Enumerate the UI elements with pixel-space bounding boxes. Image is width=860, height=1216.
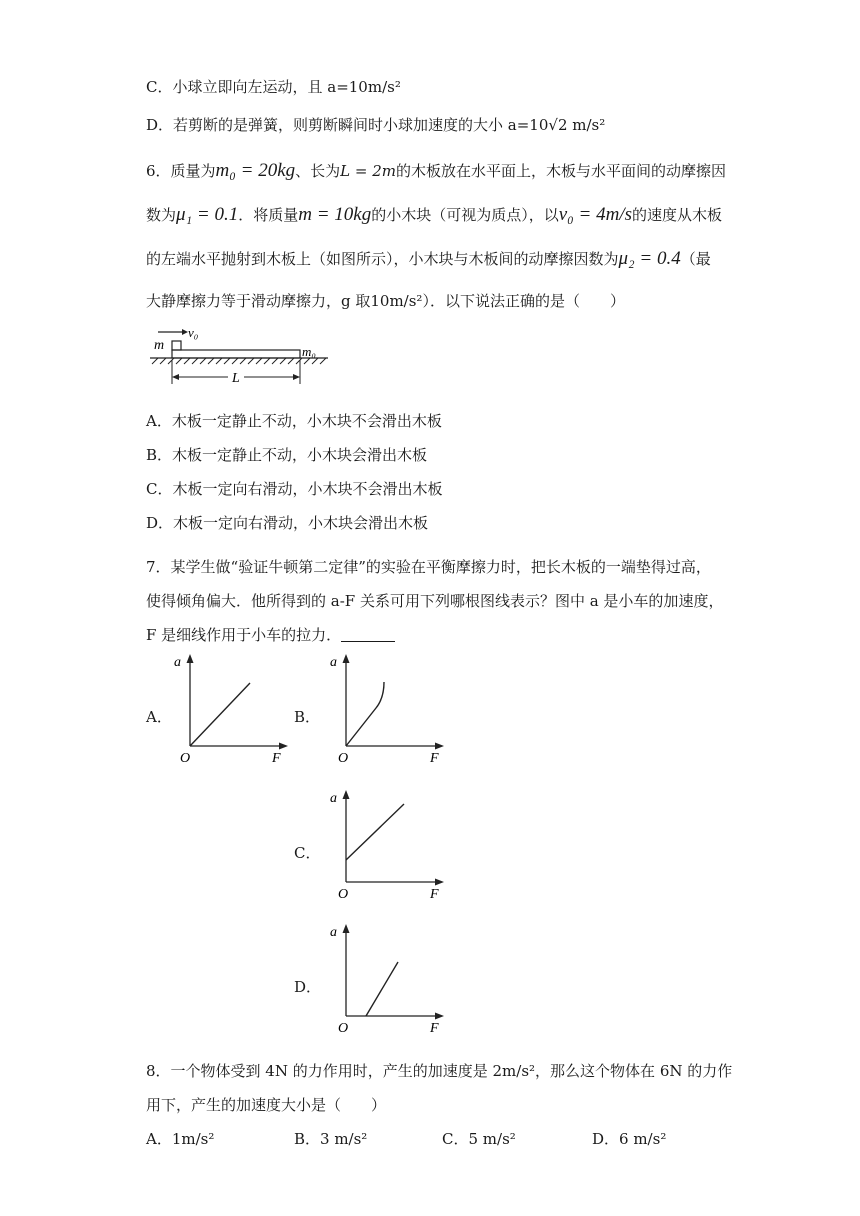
svg-text:F: F	[272, 751, 281, 766]
q6-text: 的速度从木板	[632, 206, 723, 224]
q8-option-c: C．5 m/s²	[442, 1130, 516, 1148]
q6-line-4: 大静摩擦力等于滑动摩擦力，g 取10m/s²）．以下说法正确的是（ ）	[146, 292, 625, 310]
q5-option-d: D．若剪断的是弹簧，则剪断瞬间时小球加速度的大小 a=10√2 m/s²	[146, 116, 606, 134]
q6-text: 6．质量为	[146, 162, 216, 180]
q8-line-2: 用下，产生的加速度大小是（ ）	[146, 1096, 387, 1114]
svg-text:a: a	[330, 925, 337, 940]
q7-option-b-label: B．	[294, 708, 321, 726]
q6-line-2	[146, 204, 722, 226]
q5-option-c: C．小球立即向左运动，且 a=10m/s²	[146, 78, 401, 96]
q6-option-d: D．木板一定向右滑动，小木块会滑出木板	[146, 514, 429, 532]
q7-option-c-label: C．	[294, 844, 321, 862]
small-block	[172, 341, 181, 350]
board-block-figure	[148, 324, 338, 394]
q6-text: 的左端水平抛射到木板上（如图所示），小木块与木板间的动摩擦因数为	[146, 250, 619, 268]
fig-label-v0: v₀	[188, 325, 199, 340]
q6-option-c: C．木板一定向右滑动，小木块不会滑出木板	[146, 480, 443, 498]
q8-line-1: 8．一个物体受到 4N 的力作用时，产生的加速度是 2m/s²，那么这个物体在 6N 的力作	[146, 1062, 733, 1080]
q6-text: 、长为	[295, 162, 341, 180]
q7-text: F 是细线作用于小车的拉力．	[146, 626, 342, 644]
svg-text:O: O	[338, 1021, 349, 1036]
q6-text: 的小木块（可视为质点），以	[371, 206, 559, 224]
q6-text: ．将质量	[238, 206, 299, 224]
svg-text:O: O	[338, 751, 349, 766]
q7-line-1: 7．某学生做“验证牛顿第二定律”的实验在平衡摩擦力时，把长木板的一端垫得过高，	[146, 558, 711, 576]
q7-option-d-label: D．	[294, 978, 322, 996]
q6-v0: v₀ = 4m/s	[558, 204, 633, 225]
q6-mu2: μ₂ = 0.4	[618, 248, 681, 269]
fig-label-m: m	[154, 338, 165, 353]
graph-b	[324, 650, 449, 768]
svg-text:a: a	[174, 655, 181, 670]
q7-line-2: 使得倾角偏大．他所得到的 a-F 关系可用下列哪根图线表示？图中 a 是小车的加速度，	[146, 592, 724, 610]
svg-text:F: F	[430, 751, 439, 766]
q7-option-a-label: A．	[146, 708, 172, 726]
q6-option-b: B．木板一定静止不动，小木块会滑出木板	[146, 446, 428, 464]
svg-text:O: O	[180, 751, 191, 766]
q6-m: m = 10kg	[298, 204, 372, 225]
q8-option-a: A．1m/s²	[146, 1130, 215, 1148]
fig-label-L: L	[232, 371, 240, 386]
q6-text: 数为	[146, 206, 177, 224]
svg-text:O: O	[338, 887, 349, 902]
svg-text:a: a	[330, 791, 337, 806]
q6-mu1: μ₁ = 0.1	[176, 204, 239, 225]
board	[172, 350, 300, 358]
q7-line-3	[146, 624, 395, 645]
q8-option-d: D．6 m/s²	[592, 1130, 667, 1148]
q6-line-3	[146, 248, 711, 270]
svg-text:a: a	[330, 655, 337, 670]
answer-blank	[341, 627, 395, 642]
q8-option-b: B．3 m/s²	[294, 1130, 368, 1148]
graph-a	[168, 650, 293, 768]
q6-option-a: A．木板一定静止不动，小木块不会滑出木板	[146, 412, 442, 430]
q6-text: （最	[680, 250, 711, 268]
fig-label-m0: m₀	[302, 344, 316, 359]
q6-length: L = 2m	[340, 162, 396, 180]
q6-m0: m₀ = 20kg	[215, 160, 296, 181]
svg-text:F: F	[430, 887, 439, 902]
q6-text: 的木板放在水平面上，木板与水平面间的动摩擦因	[396, 162, 727, 180]
graph-d	[324, 920, 449, 1038]
q6-line-1	[146, 160, 726, 182]
svg-text:F: F	[430, 1021, 439, 1036]
graph-c	[324, 786, 449, 904]
